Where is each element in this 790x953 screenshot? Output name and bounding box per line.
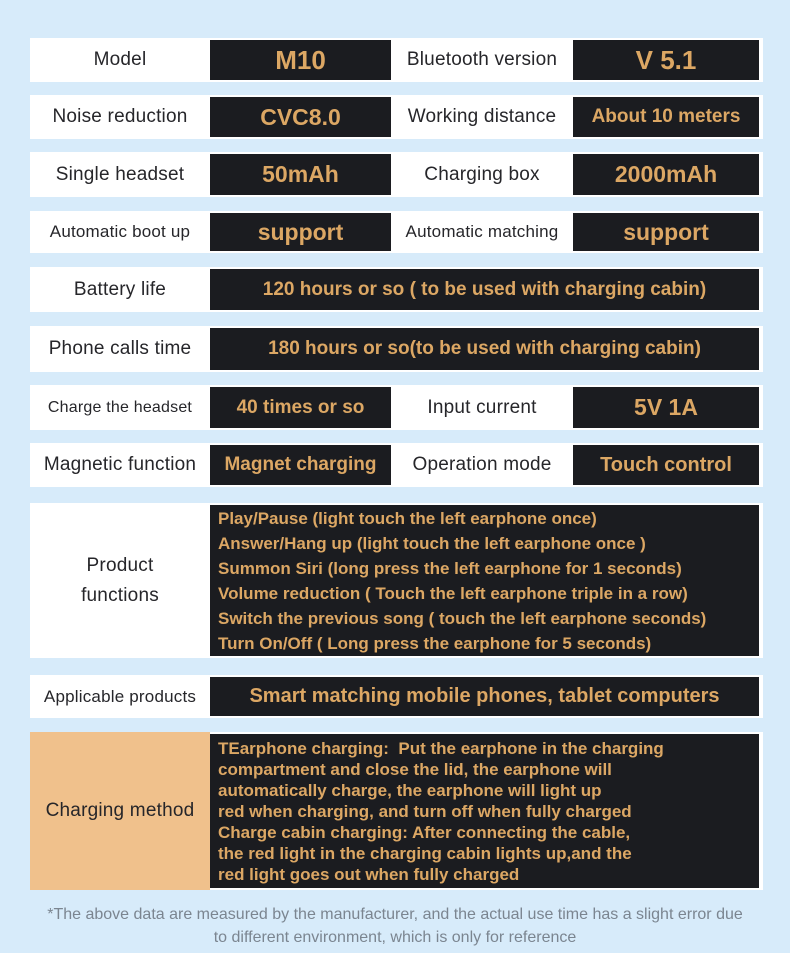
spec-table	[30, 38, 763, 890]
magnetic-function-label: Magnetic function	[43, 454, 197, 475]
working-distance-label: Working distance	[407, 106, 557, 127]
applicable-products-value: Smart matching mobile phones, tablet computers	[210, 677, 759, 716]
product-function-line: Volume reduction ( Touch the left earphone triple in a row)	[218, 583, 688, 603]
spec-row-model	[30, 38, 763, 82]
automatic-matching-label: Automatic matching	[405, 222, 559, 241]
model-label: Model	[93, 49, 147, 70]
product-function-line: Play/Pause (light touch the left earphone once)	[218, 508, 597, 528]
spec-row-battery-life	[30, 267, 763, 312]
spec-row-product-functions	[30, 503, 763, 658]
bluetooth-version-label: Bluetooth version	[406, 49, 558, 70]
product-function-line: Answer/Hang up (light touch the left earphone once )	[218, 533, 646, 553]
automatic-matching-value: support	[573, 213, 759, 251]
charging-box-value: 2000mAh	[573, 154, 759, 195]
input-current-value: 5V 1A	[573, 387, 759, 428]
charging-method-line: red when charging, and turn off when fully charged	[218, 801, 632, 821]
noise-reduction-value: CVC8.0	[210, 97, 391, 137]
single-headset-value: 50mAh	[210, 154, 391, 195]
charging-box-label: Charging box	[424, 163, 540, 185]
spec-row-noise-reduction	[30, 95, 763, 139]
spec-row-single-headset	[30, 152, 763, 197]
spec-row-phone-calls	[30, 326, 763, 372]
noise-reduction-label: Noise reduction	[52, 106, 188, 127]
working-distance-value: About 10 meters	[573, 97, 759, 137]
magnetic-function-value: Magnet charging	[210, 445, 391, 485]
input-current-label: Input current	[427, 396, 537, 418]
charging-method-line: red light goes out when fully charged	[218, 864, 520, 884]
charge-the-headset-label: Charge the headset	[47, 398, 193, 416]
spec-row-applicable-products	[30, 675, 763, 718]
charge-the-headset-value: 40 times or so	[210, 387, 391, 428]
automatic-boot-up-value: support	[210, 213, 391, 251]
bluetooth-version-value: V 5.1	[573, 40, 759, 80]
model-value: M10	[210, 40, 391, 80]
phone-calls-time-value: 180 hours or so(to be used with charging cabin)	[210, 328, 759, 370]
operation-mode-value: Touch control	[573, 445, 759, 485]
charging-method-label: Charging method	[30, 732, 210, 890]
product-functions-value	[210, 505, 759, 656]
charging-method-line: automatically charge, the earphone will light up	[218, 780, 602, 800]
product-functions-label	[30, 503, 210, 658]
single-headset-label: Single headset	[55, 163, 185, 185]
product-function-line: Summon Siri (long press the left earphone for 1 seconds)	[218, 558, 682, 578]
spec-row-magnetic	[30, 443, 763, 487]
product-functions-label-line2: functions	[81, 584, 159, 606]
product-function-line: Switch the previous song ( touch the left earphone seconds)	[218, 608, 707, 628]
disclaimer-line1: *The above data are measured by the manufacturer, and the actual use time has a slight error due	[47, 906, 743, 923]
charging-method-value	[210, 734, 759, 888]
automatic-boot-up-label: Automatic boot up	[49, 222, 191, 241]
spec-row-charge-headset	[30, 385, 763, 430]
charging-method-line: TEarphone charging: Put the earphone in the charging	[218, 738, 664, 758]
applicable-products-label: Applicable products	[43, 686, 197, 706]
product-functions-label-line1: Product	[86, 554, 154, 576]
battery-life-value: 120 hours or so ( to be used with charging cabin)	[210, 269, 759, 310]
product-function-line: Turn On/Off ( Long press the earphone for 5 seconds)	[218, 633, 652, 653]
phone-calls-time-label: Phone calls time	[48, 338, 192, 359]
spec-row-charging-method	[30, 732, 763, 890]
battery-life-label: Battery life	[73, 278, 167, 300]
charging-method-line: Charge cabin charging: After connecting the cable,	[218, 822, 631, 842]
operation-mode-label: Operation mode	[412, 454, 552, 475]
disclaimer	[0, 903, 790, 949]
spec-row-automatic	[30, 211, 763, 253]
charging-method-line: compartment and close the lid, the earphone will	[218, 759, 612, 779]
charging-method-line: the red light in the charging cabin lights up,and the	[218, 843, 632, 863]
disclaimer-line2: to different environment, which is only for reference	[213, 929, 577, 946]
